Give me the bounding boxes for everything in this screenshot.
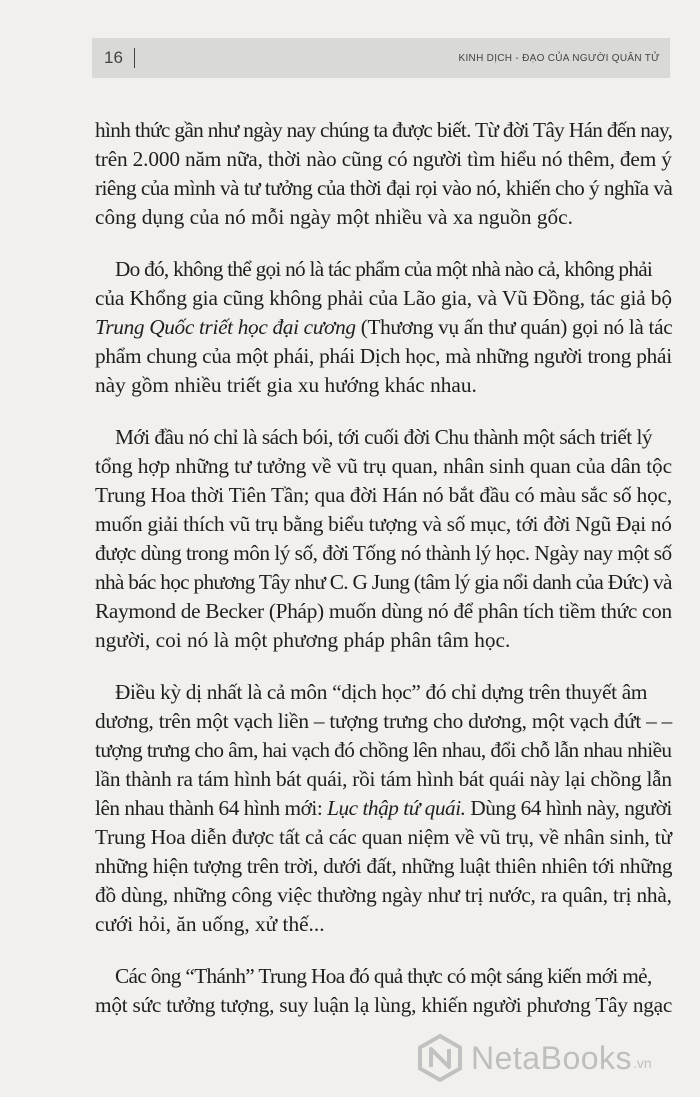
- text-line: đồ dùng, những công việc thường ngày như trị nước, ra quân, trị nhà,: [95, 883, 672, 907]
- text-line: cưới hỏi, ăn uống, xử thế...: [95, 912, 325, 936]
- text-line: nhà bác học phương Tây như C. G Jung (tâm lý gia nổi danh của Đức) và: [95, 570, 672, 594]
- text-line: này gồm nhiều triết gia xu hướng khác nhau.: [95, 373, 477, 397]
- text-line: được dùng trong môn lý số, đời Tống nó thành lý học. Ngày nay một số: [95, 541, 672, 565]
- header-divider: [134, 48, 135, 68]
- text-line: Do đó, không thể gọi nó là tác phẩm của một nhà nào cả, không phải: [115, 257, 653, 281]
- text-line: phẩm chung của một phái, phái Dịch học, mà những người trong phái: [95, 344, 672, 368]
- paragraph-4: [95, 678, 672, 939]
- text-line: trên 2.000 năm nữa, thời nào cũng có người tìm hiểu nó thêm, đem ý: [95, 147, 672, 171]
- body-text: [95, 116, 672, 1043]
- text-line: công dụng của nó mỗi ngày một nhiều và xa nguồn gốc.: [95, 205, 573, 229]
- watermark-brand: NetaBooks: [471, 1039, 633, 1076]
- text-line: Trung Hoa diễn được tất cả các quan niệm về vũ trụ, về nhân sinh, từ: [95, 825, 672, 849]
- text-line: dương, trên một vạch liền – tượng trưng cho dương, một vạch đứt – –: [95, 709, 673, 733]
- text-line: những hiện tượng trên trời, dưới đất, những luật thiên nhiên tới những: [95, 854, 673, 878]
- text-line: tổng hợp những tư tưởng về vũ trụ quan, nhân sinh quan của dân tộc: [95, 454, 672, 478]
- text-line: Trung Hoa thời Tiên Tần; qua đời Hán nó bắt đầu có màu sắc số học,: [95, 483, 673, 507]
- book-title: Trung Quốc triết học đại cương: [95, 315, 356, 339]
- running-header: [92, 38, 670, 78]
- text-fragment: Dùng 64 hình này, người: [465, 796, 672, 820]
- text-line: Các ông “Thánh” Trung Hoa đó quả thực có một sáng kiến mới mẻ,: [115, 964, 652, 988]
- text-line: [95, 313, 672, 342]
- paragraph-5: [95, 962, 672, 1020]
- page-number: 16: [104, 48, 123, 67]
- paragraph-1: [95, 116, 672, 232]
- term-italic: Lục thập tứ quái.: [327, 796, 466, 820]
- paragraph-3: [95, 423, 672, 655]
- text-line: [95, 794, 672, 823]
- watermark-suffix: .vn: [633, 1055, 652, 1071]
- text-line: tượng trưng cho âm, hai vạch đó chồng lên nhau, đổi chỗ lẫn nhau nhiều: [95, 738, 672, 762]
- running-title: KINH DỊCH - ĐẠO CỦA NGƯỜI QUÂN TỬ: [458, 52, 660, 64]
- text-fragment: lên nhau thành 64 hình mới:: [95, 796, 328, 820]
- paragraph-2: [95, 255, 672, 400]
- watermark: [415, 1030, 685, 1086]
- text-line: riêng của mình và tư tưởng của thời đại rọi vào nó, khiến cho ý nghĩa và: [95, 176, 673, 200]
- netabooks-logo-icon: [415, 1033, 465, 1083]
- text-line: một sức tưởng tượng, suy luận lạ lùng, khiến người phương Tây ngạc: [95, 993, 673, 1017]
- text-line: người, coi nó là một phương pháp phân tâm học.: [95, 628, 511, 652]
- text-line: Raymond de Becker (Pháp) muốn dùng nó để phân tích tiềm thức con: [95, 599, 672, 623]
- text-line: Điều kỳ dị nhất là cả môn “dịch học” đó chỉ dựng trên thuyết âm: [115, 680, 648, 704]
- text-fragment: (Thương vụ ấn thư quán) gọi nó là tác: [355, 315, 673, 339]
- text-line: muốn giải thích vũ trụ bằng biểu tượng và số mục, tới đời Ngũ Đại nó: [95, 512, 672, 536]
- text-line: hình thức gần như ngày nay chúng ta được biết. Từ đời Tây Hán đến nay,: [95, 118, 673, 142]
- text-line: Mới đầu nó chỉ là sách bói, tới cuối đời Chu thành một sách triết lý: [115, 425, 653, 449]
- text-line: của Khổng gia cũng không phải của Lão gia, và Vũ Đồng, tác giả bộ: [95, 286, 672, 310]
- text-line: lần thành ra tám hình bát quái, rồi tám hình bát quái này lại chồng lẫn: [95, 767, 672, 791]
